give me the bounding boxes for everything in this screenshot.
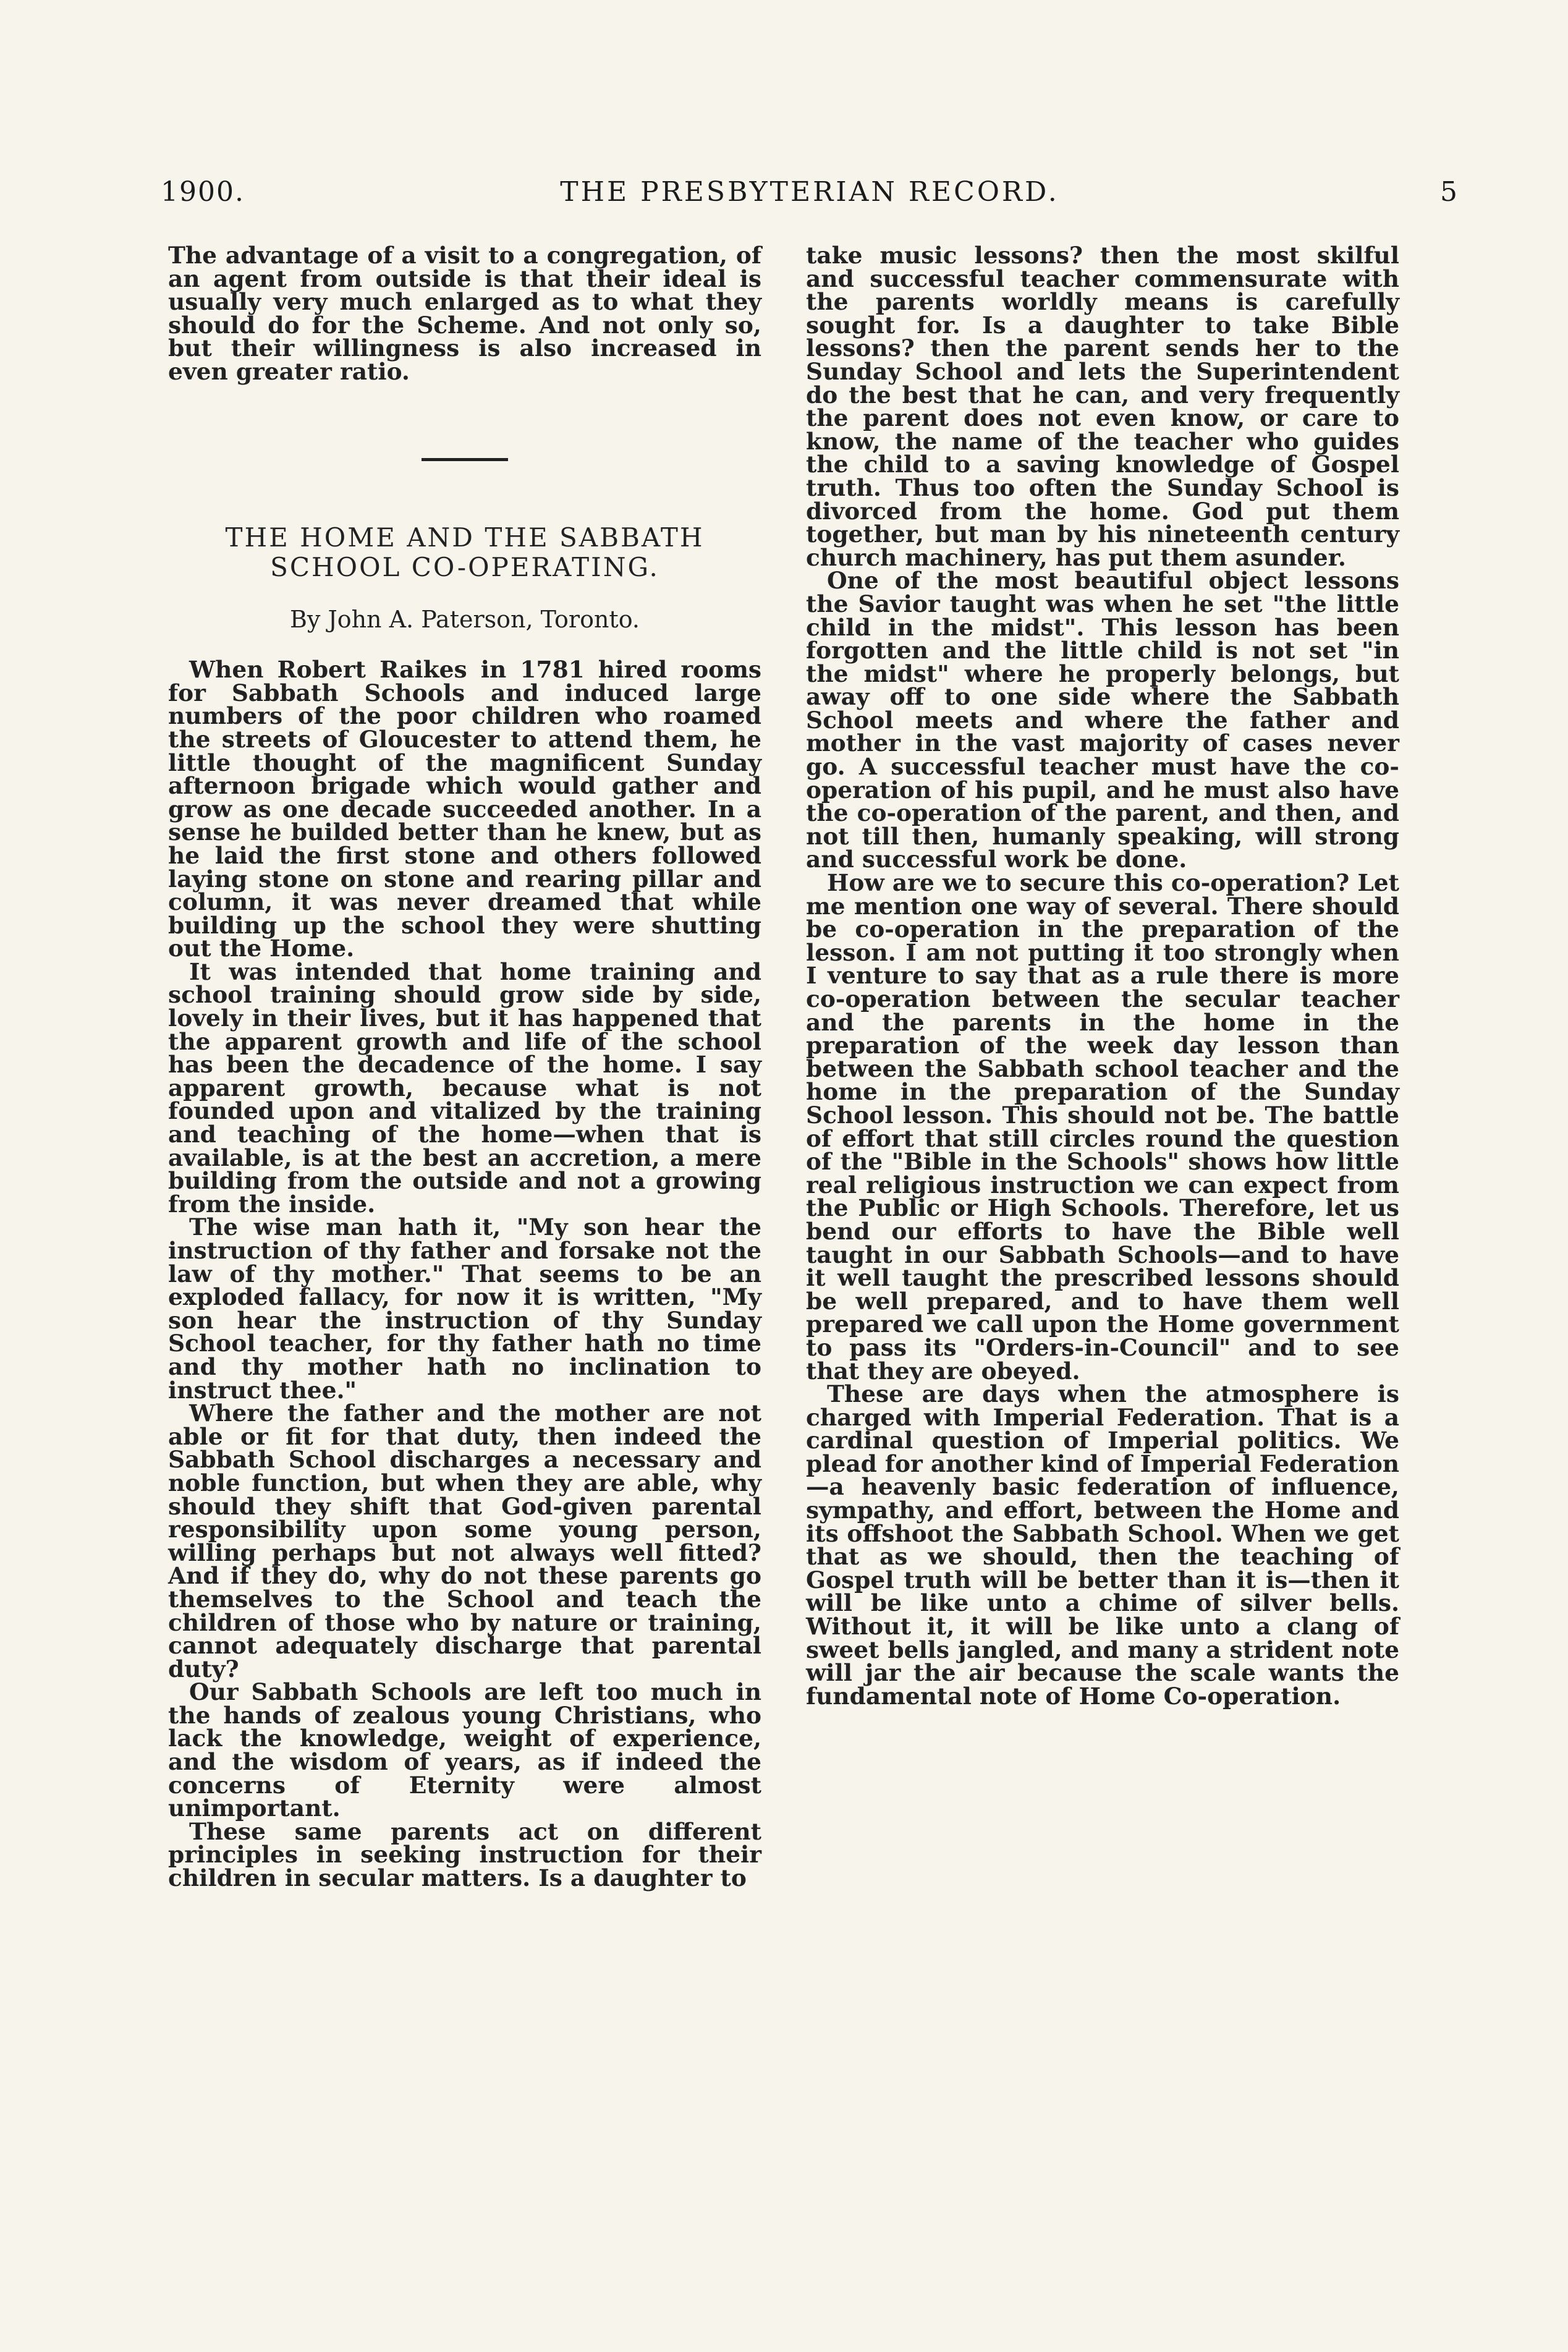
body-paragraph: Where the father and the mother are not able or fit for that duty, then indeed the Sabbath School discharges a necessary and noble function, but when they are able, why should they shift that God-given parental responsibility upon some young person, willing perhaps but not always well fitted? And if they do, why do not these parents go themselves to the School and teach the children of those who by nature or training, cannot adequately discharge that parental duty? — [168, 1399, 761, 1683]
article-title-line-1: THE HOME AND THE SABBATH — [225, 522, 705, 553]
body-paragraph: One of the most beautiful object lessons the Savior taught was when he set "the little child in the midst". This lesson has been forgotten and the little child is not set "in the midst" where he properly belongs, but away off to one side where the Sabbath School meets and where the father and mother in the vast majority of cases never go. A successful teacher must have the co-operation of his pupil, and he must also have the co-operation of the parent, and then, and not till then, humanly speaking, will strong and successful work be done. — [806, 567, 1399, 873]
article-title-line-2: SCHOOL CO-OPERATING. — [270, 551, 659, 582]
right-column — [806, 244, 1399, 1708]
publication-title: THE PRESBYTERIAN RECORD. — [560, 176, 1059, 208]
page-number: 5 — [1440, 176, 1459, 208]
continued-paragraph: take music lessons? then the most skilful and successful teacher commensurate with the parents worldly means is carefully sought for. Is a daughter to take Bible lessons? then the parent sends her to the Sunday School and lets the Superintendent do the best that he can, and very frequently the parent does not even know, or care to know, the name of the teacher who guides the child to a saving knowledge of Gospel truth. Thus too often the Sunday School is divorced from the home. God put them together, but man by his nineteenth century church machinery, has put them asunder. — [806, 242, 1399, 571]
running-header — [161, 176, 1459, 219]
body-paragraph: It was intended that home training and school training should grow side by side, lovely in their lives, but it has happened that the apparent growth and life of the school has been the decadence of the home. I say apparent growth, because what is not founded upon and vitalized by the training and teaching of the home—when that is available, is at the best an accretion, a mere building from the outside and not a growing from the inside. — [168, 957, 761, 1218]
issue-year: 1900. — [161, 176, 245, 208]
left-column — [168, 244, 761, 1890]
intro-paragraph: The advantage of a visit to a congregation, of an agent from outside is that their ideal is usually very much enlarged as to what they should do for the Scheme. And not only so, but their willingness is also increased in even greater ratio. — [168, 242, 761, 385]
body-paragraph: These are days when the atmosphere is charged with Imperial Federation. That is a cardinal question of Imperial politics. We plead for another kind of Imperial Federation—a heavenly basic federation of influence, sympathy, and effort, between the Home and its offshoot the Sabbath School. When we get that as we should, then the teaching of Gospel truth will be better than it is—then it will be like unto a chime of silver bells. Without it, it will be like unto a clang of sweet bells jangled, and many a strident note will jar the air because the scale wants the fundamental note of Home Co-operation. — [806, 1380, 1399, 1710]
body-paragraph: How are we to secure this co-operation? Let me mention one way of several. There should be co-operation in the preparation of the lesson. I am not putting it too strongly when I venture to say that as a rule there is more co-operation between the secular teacher and the parents in the home in the preparation of the week day lesson than between the Sabbath school teacher and the home in the preparation of the Sunday School lesson. This should not be. The battle of effort that still circles round the question of the "Bible in the Schools" shows how little real religious instruction we can expect from the Public or High Schools. Therefore, let us bend our efforts to have the Bible well taught in our Sabbath Schools—and to have it well taught the prescribed lessons should be well prepared, and to have them well prepared we call upon the Home government to pass its "Orders-in-Council" and to see that they are obeyed. — [806, 869, 1399, 1385]
section-divider — [422, 458, 508, 461]
body-paragraph: Our Sabbath Schools are left too much in the hands of zealous young Christians, who lack the knowledge, weight of experience, and the wisdom of years, as if indeed the concerns of Eternity were almost unimportant. — [168, 1678, 761, 1822]
body-paragraph: The wise man hath it, "My son hear the instruction of thy father and forsake not the law of thy mother." That seems to be an exploded fallacy, for now it is written, "My son hear the instruction of thy Sunday School teacher, for thy father hath no time and thy mother hath no inclination to instruct thee." — [168, 1213, 761, 1404]
body-paragraph: When Robert Raikes in 1781 hired rooms for Sabbath Schools and induced large numbers of the poor children who roamed the streets of Gloucester to attend them, he little thought of the magnificent Sunday afternoon brigade which would gather and grow as one decade succeeded another. In a sense he builded better than he knew, but as he laid the first stone and others followed laying stone on stone and rearing pillar and column, it was never dreamed that while building up the school they were shutting out the Home. — [168, 656, 761, 962]
body-paragraph: These same parents act on different principles in seeking instruction for their children in secular matters. Is a daughter to — [168, 1817, 761, 1892]
article-byline: By John A. Paterson, Toronto. — [289, 605, 640, 633]
article-title — [168, 523, 761, 582]
